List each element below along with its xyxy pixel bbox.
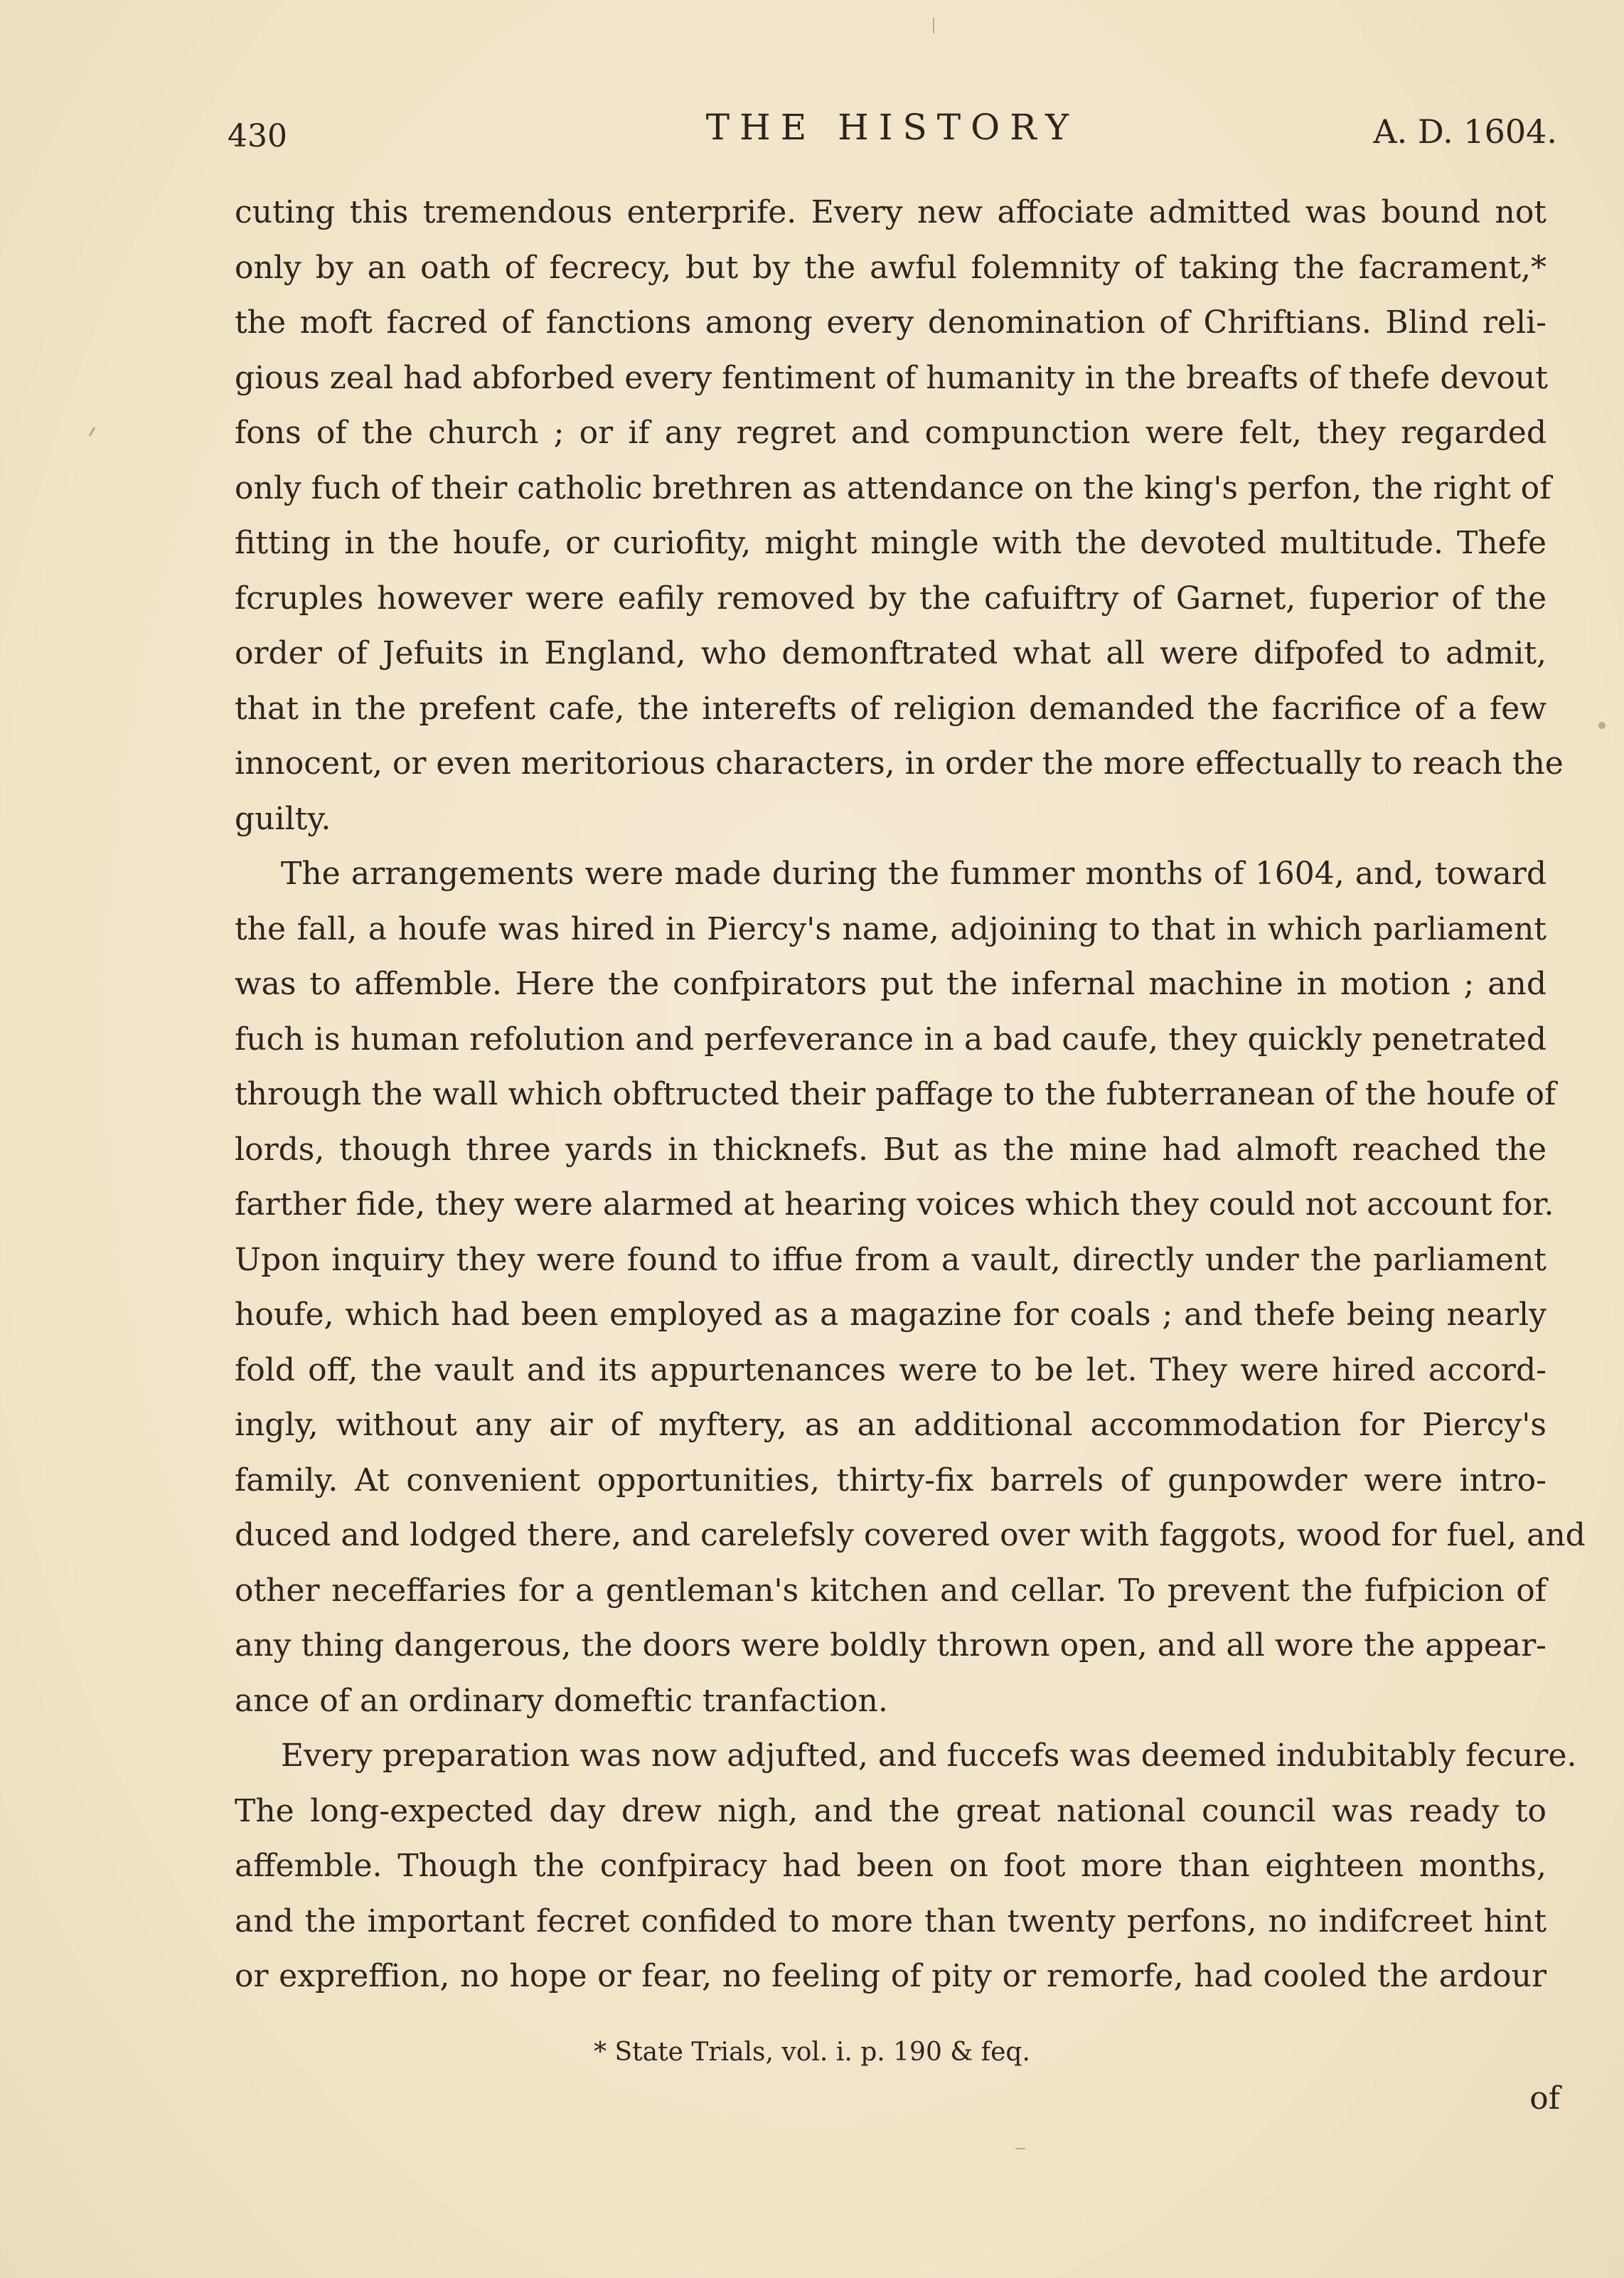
text-line: innocent, or even meritorious characters, in order the more effectually to reach the [235, 745, 1564, 782]
text-line: Upon inquiry they were found to iffue from a vault, directly under the parliament [235, 1241, 1546, 1278]
text-line: fcruples however were eafily removed by the cafuiftry of Garnet, fuperior of the [235, 580, 1546, 617]
text-line: affemble. Though the confpiracy had been on foot more than eighteen months, [235, 1848, 1546, 1884]
paper-speck [1598, 722, 1606, 729]
text-line: cuting this tremendous enterprife. Every new affociate admitted was bound not [235, 194, 1546, 230]
text-line: any thing dangerous, the doors were boldly thrown open, and all wore the appear- [235, 1627, 1546, 1664]
paragraph [235, 1728, 1577, 2004]
text-line: farther fide, they were alarmed at hearing voices which they could not account for. [235, 1186, 1554, 1223]
text-line: was to affemble. Here the confpirators put the infernal machine in motion ; and [235, 966, 1546, 1002]
text-line: Every preparation was now adjufted, and fuccefs was deemed indubitably fecure. [281, 1737, 1577, 1774]
text-line: and the important fecret confided to more than twenty perfons, no indifcreet hint [235, 1902, 1546, 1939]
paragraph [235, 185, 1564, 846]
text-line: fold off, the vault and its appurtenances were to be let. They were hired accord- [235, 1351, 1546, 1388]
paper-speck [933, 18, 934, 33]
text-line: order of Jefuits in England, who demonftrated what all were difpofed to admit, [235, 635, 1546, 671]
text-line: only fuch of their catholic brethren as attendance on the king's perfon, the right of [235, 469, 1551, 506]
running-title: THE HISTORY [705, 107, 1079, 148]
footnote: * State Trials, vol. i. p. 190 & feq. [594, 2038, 1030, 2067]
text-line: other neceffaries for a gentleman's kitchen and cellar. To prevent the fufpicion of [235, 1572, 1546, 1609]
text-line: ingly, without any air of myftery, as an additional accommodation for Piercy's [235, 1407, 1546, 1443]
page-number: 430 [228, 118, 287, 154]
catchword: of [1529, 2080, 1560, 2117]
text-line: The arrangements were made during the fummer months of 1604, and, toward [281, 856, 1546, 892]
text-line: The long-expected day drew nigh, and the great national council was ready to [235, 1792, 1546, 1829]
text-line: fuch is human refolution and perfeverance in a bad caufe, they quickly penetrated [235, 1021, 1546, 1058]
paper-speck [1015, 2148, 1025, 2149]
text-line: duced and lodged there, and carelefsly covered over with faggots, wood for fuel, and [235, 1517, 1586, 1553]
text-line: the moft facred of fanctions among every denomination of Chriftians. Blind reli- [235, 304, 1546, 341]
text-line: fitting in the houfe, or curiofity, might mingle with the devoted multitude. Thefe [235, 525, 1546, 561]
text-line: ance of an ordinary domeftic tranfaction. [235, 1682, 888, 1719]
paper-speck [89, 427, 96, 437]
text-line: houfe, which had been employed as a magazine for coals ; and thefe being nearly [235, 1297, 1546, 1333]
text-line: lords, though three yards in thicknefs. But as the mine had almoft reached the [235, 1131, 1546, 1168]
body-text [235, 185, 1586, 2004]
paragraph [235, 846, 1586, 1728]
text-line: or expreffion, no hope or fear, no feeling of pity or remorfe, had cooled the ardour [235, 1958, 1546, 1994]
text-line: family. At convenient opportunities, thirty-fix barrels of gunpowder were intro- [235, 1462, 1546, 1499]
text-line: fons of the church ; or if any regret and compunction were felt, they regarded [235, 415, 1546, 451]
text-line: through the wall which obftructed their paffage to the fubterranean of the houfe of [235, 1076, 1556, 1112]
text-line: guilty. [235, 800, 331, 837]
header-date: A. D. 1604. [1373, 112, 1557, 151]
text-line: the fall, a houfe was hired in Piercy's name, adjoining to that in which parliament [235, 910, 1546, 947]
running-header [228, 107, 1557, 156]
text-line: only by an oath of fecrecy, but by the awful folemnity of taking the facrament,* [235, 249, 1546, 286]
text-line: that in the prefent cafe, the interefts of religion demanded the facrifice of a few [235, 690, 1546, 727]
text-line: gious zeal had abforbed every fentiment of humanity in the breafts of thefe devout [235, 359, 1548, 396]
